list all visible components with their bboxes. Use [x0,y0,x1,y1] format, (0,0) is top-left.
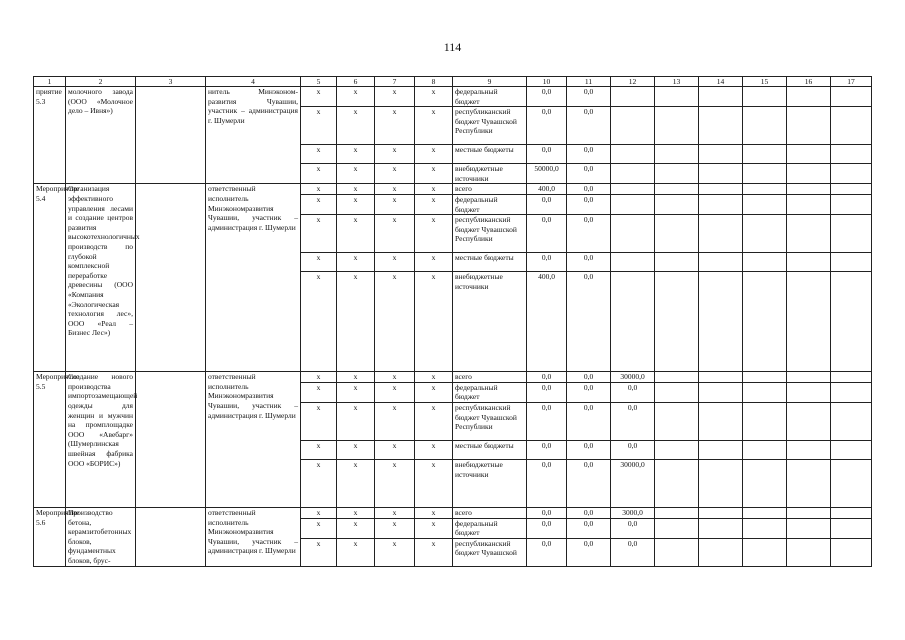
value-col12: 0,0 [611,382,655,402]
empty-cell [743,184,787,195]
value-col12: 0,0 [611,440,655,459]
empty-cell [787,107,831,145]
empty-cell [655,194,699,214]
empty-cell [655,87,699,107]
empty-cell [743,459,787,507]
value-col11: 0,0 [567,402,611,440]
mark-cell: x [375,272,415,372]
value-col12: 30000,0 [611,372,655,383]
empty-cell [699,164,743,184]
value-col10: 0,0 [527,107,567,145]
mark-cell: x [415,253,453,272]
mark-cell: x [375,194,415,214]
mark-cell: x [375,507,415,518]
value-col12 [611,215,655,253]
mark-cell: x [337,459,375,507]
value-col10: 0,0 [527,518,567,538]
mark-cell: x [375,459,415,507]
mark-cell: x [337,382,375,402]
funding-source: внебюджетные источники [453,459,527,507]
responsible-executor: ответственный исполнитель Минэкономразвития Чувашии, участник – администрация г. Шумерли [206,507,301,566]
empty-cell [655,402,699,440]
empty-cell [699,145,743,164]
mark-cell: x [301,507,337,518]
measure-name: Организация эффективного управления лесами и создание центров развития высокотехнологичных производств по глубокой комплексной переработке древесины (ООО «Компания «Экологическая технология лес», ООО «Реал – Бизнес Лес») [66,184,136,372]
mark-cell: x [415,459,453,507]
value-col11: 0,0 [567,440,611,459]
value-col12 [611,272,655,372]
empty-cell [831,215,872,253]
empty-cell [699,184,743,195]
empty-cell [655,145,699,164]
empty-cell [743,145,787,164]
mark-cell: x [337,107,375,145]
empty-cell [743,372,787,383]
value-col12: 0,0 [611,518,655,538]
funding-source: республиканский бюджет Чувашской [453,538,527,566]
funding-source: всего [453,372,527,383]
header-cell-16: 16 [787,77,831,87]
header-cell-15: 15 [743,77,787,87]
empty-cell [831,194,872,214]
measure-id: приятие 5.3 [34,87,66,184]
mark-cell: x [301,87,337,107]
mark-cell: x [337,215,375,253]
empty-cell [831,107,872,145]
mark-cell: x [337,164,375,184]
mark-cell: x [415,87,453,107]
empty-cell [655,518,699,538]
empty-cell [655,272,699,372]
mark-cell: x [301,184,337,195]
value-col11: 0,0 [567,382,611,402]
mark-cell: x [337,184,375,195]
empty-cell [831,87,872,107]
empty-cell [699,372,743,383]
empty-cell [655,253,699,272]
empty-cell [743,272,787,372]
empty-cell [743,194,787,214]
header-cell-1: 1 [34,77,66,87]
mark-cell: x [301,164,337,184]
empty-cell [655,164,699,184]
mark-cell: x [301,440,337,459]
value-col10: 0,0 [527,507,567,518]
empty-cell [655,507,699,518]
empty-cell [699,382,743,402]
header-cell-6: 6 [337,77,375,87]
empty-cell [743,253,787,272]
empty-cell [743,440,787,459]
header-cell-5: 5 [301,77,337,87]
empty-cell [787,507,831,518]
mark-cell: x [301,194,337,214]
empty-cell [699,215,743,253]
empty-cell [787,372,831,383]
empty-cell [787,145,831,164]
empty-cell [831,518,872,538]
mark-cell: x [337,402,375,440]
measure-name: молочного завода (ООО «Молочное дело – Ивня») [66,87,136,184]
mark-cell: x [301,272,337,372]
responsible-executor: ответственный исполнитель Минэкономразвития Чувашии, участник – администрация г. Шумерли [206,184,301,372]
header-cell-17: 17 [831,77,872,87]
mark-cell: x [337,194,375,214]
mark-cell: x [415,272,453,372]
mark-cell: x [375,538,415,566]
empty-cell [743,382,787,402]
mark-cell: x [301,253,337,272]
funding-source: внебюджетные источники [453,272,527,372]
responsible-executor: ответственный исполнитель Минэкономразвития Чувашии, участник – администрация г. Шумерли [206,372,301,508]
funding-source: всего [453,184,527,195]
empty-cell [699,402,743,440]
mark-cell: x [415,402,453,440]
header-cell-3: 3 [136,77,206,87]
value-col10: 0,0 [527,372,567,383]
empty-cell [699,87,743,107]
mark-cell: x [415,518,453,538]
value-col12: 0,0 [611,402,655,440]
mark-cell: x [337,440,375,459]
measure-name: Создание нового производства импортозамещающей одежды для женщин и мужчин на промплощадке ООО «Авебарг» (Шумерлинская швейная фабрика ООО «БОРИС») [66,372,136,508]
mark-cell: x [375,145,415,164]
page-number: 114 [443,40,462,54]
value-col12: 30000,0 [611,459,655,507]
empty-cell [655,184,699,195]
empty-cell [831,253,872,272]
mark-cell: x [301,372,337,383]
empty-cell [831,372,872,383]
value-col11: 0,0 [567,507,611,518]
empty-cell [787,538,831,566]
value-col11: 0,0 [567,145,611,164]
program-table [33,76,872,567]
value-col12: 3000,0 [611,507,655,518]
mark-cell: x [375,184,415,195]
empty-cell [655,107,699,145]
value-col10: 0,0 [527,402,567,440]
measure-name: Производство бетона, керамзитобетонных блоков, фундаментных блоков, брус- [66,507,136,566]
value-col10: 0,0 [527,145,567,164]
mark-cell: x [375,372,415,383]
mark-cell: x [375,87,415,107]
mark-cell: x [375,402,415,440]
empty-cell [831,145,872,164]
mark-cell: x [337,253,375,272]
value-col11: 0,0 [567,87,611,107]
mark-cell: x [415,215,453,253]
responsible-executor: нитель Минэконом-развития Чувашии, участник – администрация г. Шумерли [206,87,301,184]
empty-cell [743,87,787,107]
value-col11: 0,0 [567,164,611,184]
table-row [34,87,872,107]
empty-cell [787,459,831,507]
value-col12 [611,164,655,184]
value-col12 [611,145,655,164]
mark-cell: x [337,87,375,107]
empty-cell [787,164,831,184]
header-cell-10: 10 [527,77,567,87]
mark-cell: x [301,382,337,402]
empty-cell [743,402,787,440]
value-col12 [611,194,655,214]
value-col10: 0,0 [527,538,567,566]
mark-cell: x [415,372,453,383]
header-cell-13: 13 [655,77,699,87]
empty-cell [831,507,872,518]
empty-cell [655,215,699,253]
value-col11: 0,0 [567,215,611,253]
funding-source: федеральный бюджет [453,87,527,107]
funding-source: республиканский бюджет Чувашской Республики [453,402,527,440]
measure-id: Мероприятие 5.6 [34,507,66,566]
mark-cell: x [337,538,375,566]
table-row [34,372,872,383]
mark-cell: x [301,459,337,507]
empty-cell [655,440,699,459]
empty-cell [699,459,743,507]
col3-cell [136,507,206,566]
mark-cell: x [415,164,453,184]
header-cell-7: 7 [375,77,415,87]
mark-cell: x [337,518,375,538]
empty-cell [699,538,743,566]
funding-source: внебюджетные источники [453,164,527,184]
empty-cell [787,253,831,272]
empty-cell [655,382,699,402]
mark-cell: x [337,372,375,383]
mark-cell: x [301,107,337,145]
mark-cell: x [301,402,337,440]
mark-cell: x [415,538,453,566]
mark-cell: x [301,215,337,253]
empty-cell [787,272,831,372]
value-col11: 0,0 [567,253,611,272]
mark-cell: x [337,145,375,164]
mark-cell: x [415,107,453,145]
value-col12 [611,253,655,272]
empty-cell [787,382,831,402]
funding-source: местные бюджеты [453,253,527,272]
funding-source: всего [453,507,527,518]
col3-cell [136,372,206,508]
header-row [34,77,872,87]
empty-cell [831,272,872,372]
mark-cell: x [375,215,415,253]
mark-cell: x [375,253,415,272]
value-col10: 0,0 [527,382,567,402]
value-col10: 400,0 [527,272,567,372]
mark-cell: x [301,145,337,164]
mark-cell: x [337,507,375,518]
funding-source: федеральный бюджет [453,382,527,402]
empty-cell [787,194,831,214]
empty-cell [831,402,872,440]
empty-cell [831,538,872,566]
funding-source: республиканский бюджет Чувашской Республики [453,107,527,145]
mark-cell: x [375,382,415,402]
empty-cell [831,440,872,459]
empty-cell [787,184,831,195]
funding-source: местные бюджеты [453,145,527,164]
table-row [34,507,872,518]
value-col11: 0,0 [567,194,611,214]
funding-source: республиканский бюджет Чувашской Республики [453,215,527,253]
value-col12 [611,184,655,195]
header-cell-2: 2 [66,77,136,87]
mark-cell: x [375,440,415,459]
value-col10: 400,0 [527,184,567,195]
empty-cell [655,372,699,383]
header-cell-11: 11 [567,77,611,87]
empty-cell [699,107,743,145]
value-col11: 0,0 [567,372,611,383]
value-col12: 0,0 [611,538,655,566]
mark-cell: x [415,440,453,459]
mark-cell: x [375,164,415,184]
value-col12 [611,107,655,145]
empty-cell [743,518,787,538]
value-col10: 0,0 [527,253,567,272]
col3-cell [136,184,206,372]
empty-cell [699,194,743,214]
empty-cell [699,440,743,459]
mark-cell: x [415,184,453,195]
measure-id: Мероприятие 5.5 [34,372,66,508]
empty-cell [743,507,787,518]
empty-cell [787,87,831,107]
empty-cell [655,538,699,566]
mark-cell: x [415,145,453,164]
mark-cell: x [301,518,337,538]
empty-cell [743,215,787,253]
value-col12 [611,87,655,107]
empty-cell [743,107,787,145]
value-col10: 0,0 [527,87,567,107]
header-cell-8: 8 [415,77,453,87]
value-col11: 0,0 [567,518,611,538]
empty-cell [787,215,831,253]
empty-cell [831,382,872,402]
measure-id: Мероприятие 5.4 [34,184,66,372]
value-col11: 0,0 [567,107,611,145]
header-cell-12: 12 [611,77,655,87]
mark-cell: x [375,107,415,145]
mark-cell: x [301,538,337,566]
col3-cell [136,87,206,184]
value-col11: 0,0 [567,272,611,372]
value-col10: 0,0 [527,194,567,214]
funding-source: местные бюджеты [453,440,527,459]
mark-cell: x [415,194,453,214]
mark-cell: x [415,507,453,518]
funding-source: федеральный бюджет [453,194,527,214]
value-col11: 0,0 [567,459,611,507]
value-col11: 0,0 [567,538,611,566]
empty-cell [699,518,743,538]
value-col10: 50000,0 [527,164,567,184]
mark-cell: x [375,518,415,538]
value-col11: 0,0 [567,184,611,195]
value-col10: 0,0 [527,215,567,253]
value-col10: 0,0 [527,440,567,459]
header-cell-14: 14 [699,77,743,87]
empty-cell [743,538,787,566]
mark-cell: x [415,382,453,402]
value-col10: 0,0 [527,459,567,507]
empty-cell [787,440,831,459]
mark-cell: x [337,272,375,372]
empty-cell [831,459,872,507]
empty-cell [787,402,831,440]
empty-cell [743,164,787,184]
empty-cell [699,272,743,372]
empty-cell [831,164,872,184]
empty-cell [655,459,699,507]
header-cell-9: 9 [453,77,527,87]
table-row [34,184,872,195]
empty-cell [699,507,743,518]
empty-cell [699,253,743,272]
header-cell-4: 4 [206,77,301,87]
funding-source: федеральный бюджет [453,518,527,538]
empty-cell [787,518,831,538]
empty-cell [831,184,872,195]
